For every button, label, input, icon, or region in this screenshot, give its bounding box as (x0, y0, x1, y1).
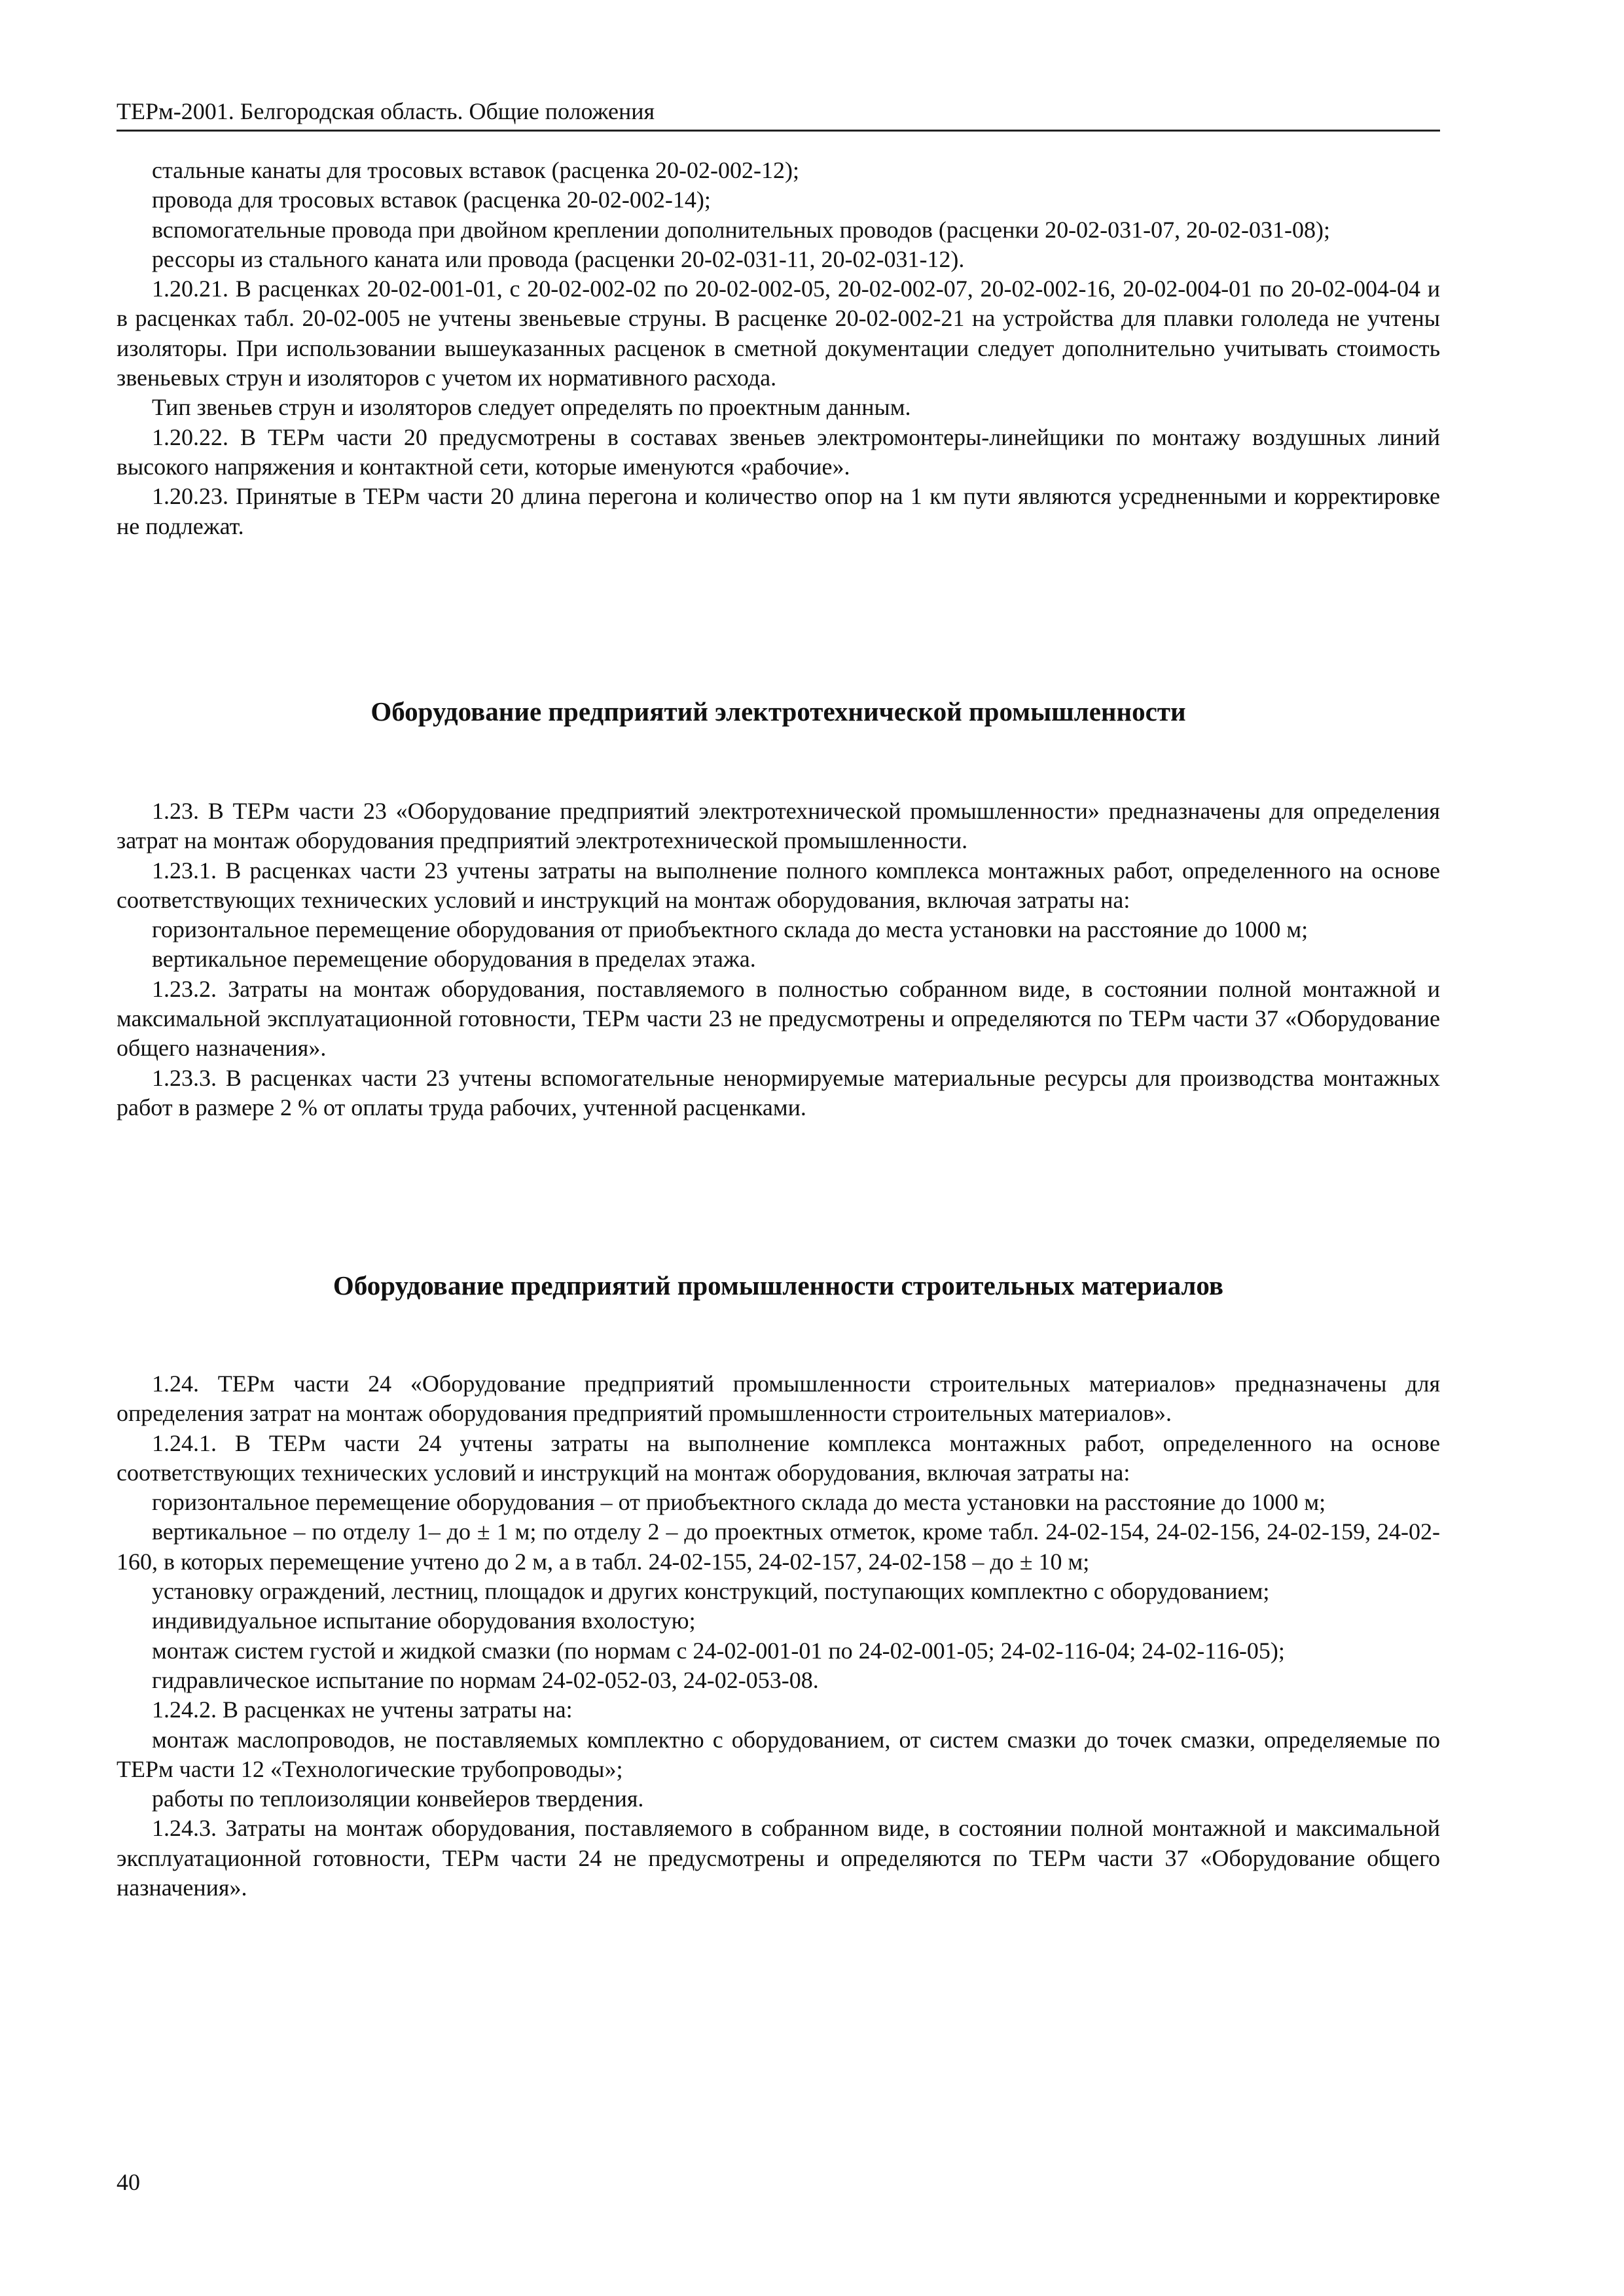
paragraph: индивидуальное испытание оборудования вхолостую; (152, 1607, 696, 1634)
page-number: 40 (117, 2169, 140, 2195)
paragraph: рессоры из стального каната или провода (расценки 20-02-031-11, 20-02-031-12). (152, 245, 965, 272)
text-block-3 (117, 1369, 1440, 1903)
running-header: ТЕРм-2001. Белгородская область. Общие положения (117, 98, 655, 124)
paragraph: 1.24.2. В расценках не учтены затраты на: (152, 1696, 573, 1723)
paragraph: работы по теплоизоляции конвейеров твердения. (152, 1785, 644, 1812)
paragraph: монтаж маслопроводов, не поставляемых комплектно с оборудованием, от систем смазки до точек смазки, определяемые по ТЕРм части 12 «Технологические трубопроводы»; (117, 1726, 1440, 1782)
paragraph: 1.23.2. Затраты на монтаж оборудования, поставляемого в полностью собранном виде, в состоянии полной монтажной и максимальной эксплуатационной готовности, ТЕРм части 23 не предусмотрены и определяются по ТЕРм части 37 «Оборудование общего назначения». (117, 975, 1440, 1062)
paragraph: Тип звеньев струн и изоляторов следует определять по проектным данным. (152, 394, 911, 421)
paragraph: вертикальное перемещение оборудования в пределах этажа. (152, 946, 756, 973)
paragraph: 1.24.1. В ТЕРм части 24 учтены затраты на выполнение комплекса монтажных работ, определенного на основе соответствующих технических условий и инструкций на монтаж оборудования, включая затраты на: (117, 1429, 1440, 1486)
paragraph: горизонтальное перемещение оборудования от приобъектного склада до места установки на расстояние до 1000 м; (152, 916, 1308, 943)
section-heading: Оборудование предприятий электротехнической промышленности (370, 696, 1186, 726)
paragraph: гидравлическое испытание по нормам 24-02-052-03, 24-02-053-08. (152, 1666, 819, 1693)
paragraph: 1.20.22. В ТЕРм части 20 предусмотрены в составах звеньев электромонтеры-линейщики по монтажу воздушных линий высокого напряжения и контактной сети, которые именуются «рабочие». (117, 423, 1440, 480)
paragraph: горизонтальное перемещение оборудования – от приобъектного склада до места установки на расстояние до 1000 м; (152, 1489, 1326, 1516)
paragraph: вспомогательные провода при двойном креплении дополнительных проводов (расценки 20-02-031-07, 20-02-031-08); (152, 216, 1331, 243)
paragraph: 1.23.1. В расценках части 23 учтены затраты на выполнение полного комплекса монтажных работ, определенного на основе соответствующих технических условий и инструкций на монтаж оборудования, включая затраты на: (117, 857, 1440, 913)
section-heading: Оборудование предприятий промышленности строительных материалов (333, 1270, 1224, 1300)
header-divider (117, 130, 1440, 132)
paragraph: 1.24.3. Затраты на монтаж оборудования, поставляемого в собранном виде, в состоянии полной монтажной и максимальной эксплуатационной готовности, ТЕРм части 24 не предусмотрены и определяются по ТЕРм части 37 «Оборудование общего назначения». (117, 1815, 1440, 1901)
paragraph: провода для тросовых вставок (расценка 20-02-002-14); (152, 187, 711, 213)
text-block-1 (117, 156, 1440, 541)
paragraph: 1.20.23. Принятые в ТЕРм части 20 длина перегона и количество опор на 1 км пути являются усредненными и корректировке не подлежат. (117, 483, 1440, 539)
paragraph: 1.23. В ТЕРм части 23 «Оборудование предприятий электротехнической промышленности» предназначены для определения затрат на монтаж оборудования предприятий электротехнической промышленности. (117, 798, 1440, 854)
paragraph: 1.20.21. В расценках 20-02-001-01, с 20-02-002-02 по 20-02-002-05, 20-02-002-07, 20-02-002-16, 20-02-004-01 по 20-02-004-04 и в расценках табл. 20-02-005 не учтены звеньевые струны. В расценке 20-02-002-21 на устройства для плавки гололеда не учтены изоляторы. При использовании вышеуказанных расценок в сметной документации следует дополнительно учитывать стоимость звеньевых струн и изоляторов с учетом их нормативного расхода. (117, 276, 1440, 391)
paragraph: 1.23.3. В расценках части 23 учтены вспомогательные ненормируемые материальные ресурсы для производства монтажных работ в размере 2 % от оплаты труда рабочих, учтенной расценками. (117, 1064, 1440, 1121)
paragraph: установку ограждений, лестниц, площадок и других конструкций, поступающих комплектно с оборудованием; (152, 1578, 1270, 1605)
paragraph: 1.24. ТЕРм части 24 «Оборудование предприятий промышленности строительных материалов» предназначены для определения затрат на монтаж оборудования предприятий промышленности строительных материалов». (117, 1371, 1440, 1427)
paragraph: стальные канаты для тросовых вставок (расценка 20-02-002-12); (152, 157, 799, 183)
text-block-2 (117, 797, 1440, 1122)
paragraph: вертикальное – по отделу 1– до ± 1 м; по отделу 2 – до проектных отметок, кроме табл. 24-02-154, 24-02-156, 24-02-159, 24-02-160, в которых перемещение учтено до 2 м, а в табл. 24-02-155, 24-02-157, 24-02-158 – до ± 10 м; (117, 1518, 1440, 1575)
paragraph: монтаж систем густой и жидкой смазки (по нормам с 24-02-001-01 по 24-02-001-05; 24-02-116-04; 24-02-116-05); (152, 1637, 1285, 1664)
